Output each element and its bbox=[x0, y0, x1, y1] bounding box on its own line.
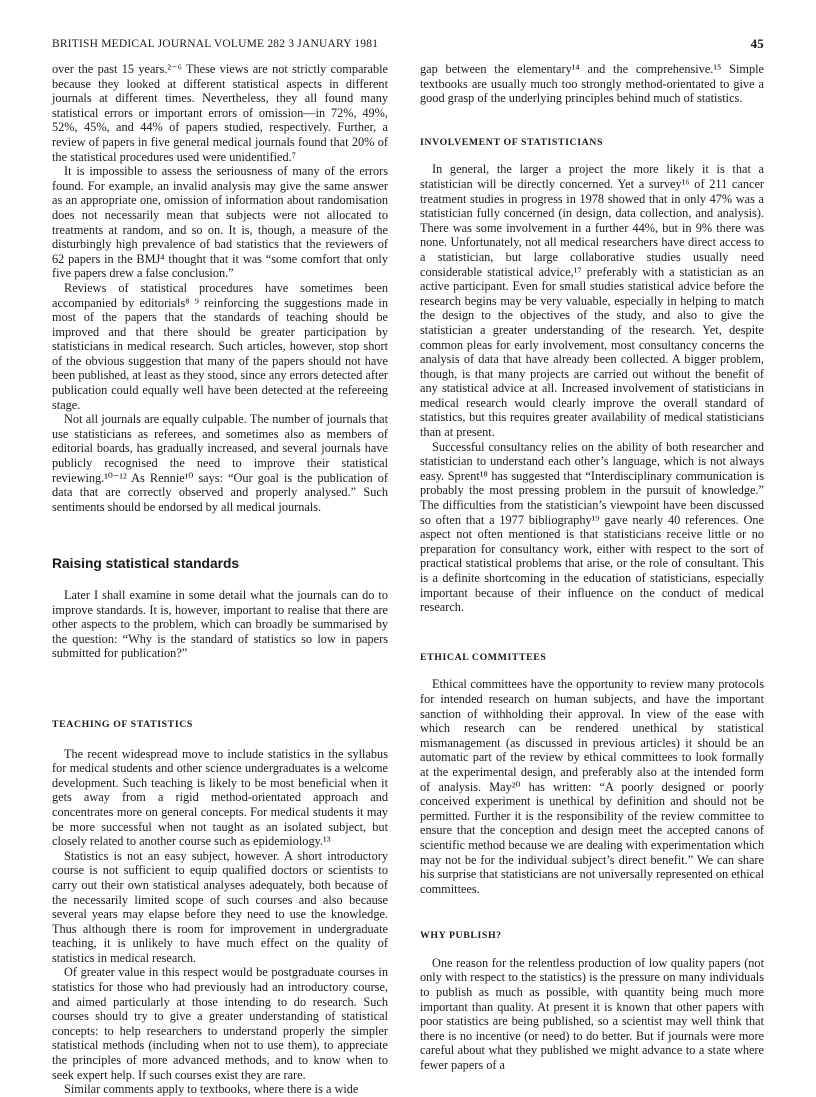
left-column bbox=[52, 62, 388, 1097]
paragraph: Later I shall examine in some detail what the journals can do to improve standards. It is, however, important to realise that there are other aspects to the problem, which can broadly be summarised by the question: “Why is the standard of statistics so low in papers submitted for publication?” bbox=[52, 588, 388, 661]
paragraph: The recent widespread move to include statistics in the syllabus for medical students and other science undergraduates is a welcome development. Such teaching is likely to be most beneficial when it gets away from a rigid method-orientated approach and concentrates more on general concepts. For medical students it may be more successful when not taught as an isolated subject, but closely related to another course such as epidemiology.¹³ bbox=[52, 746, 388, 849]
paragraph: Successful consultancy relies on the ability of both researcher and statistician to understand each other’s language, which is not always easy. Sprent¹⁸ has suggested that “Interdisciplinary communication is probably the most pressing problem in the pursuit of knowledge.” The difficulties from the statistician’s viewpoint have been discussed so often that a 1977 bibliography¹⁹ gave nearly 40 references. One aspect not often mentioned is that statisticians receive little or no preparation for consultancy work, either with respect to the sort of practical statistical problems that arise, or the role of consultant. This is a definite shortcoming in the education of statisticians, especially important because of their influence on the conduct of medical research. bbox=[420, 439, 764, 615]
subheading-ethical: ETHICAL COMMITTEES bbox=[420, 651, 547, 663]
subheading-why-publish: WHY PUBLISH? bbox=[420, 930, 502, 942]
paragraph: It is impossible to assess the seriousness of many of the errors found. For example, an invalid analysis may give the same answer as an appropriate one, omission of information about randomisation does not necessarily mean that subjects were not allocated to treatments at random, and so on. It is, though, a measure of the disturbingly high prevalence of bad statistics that the reviewers of 62 papers in the BMJ⁴ thought that it was “some comfort that only five papers drew a false conclusion.” bbox=[52, 164, 388, 281]
right-column bbox=[420, 62, 764, 1073]
paragraph: In general, the larger a project the more likely it is that a statistician will be directly concerned. Yet a survey¹⁶ of 211 cancer treatment studies in progress in 1978 showed that in only 47% was a statistician fully concerned (in design, data collection, and analysis). There was some involvement in a further 44%, but in 9% there was none. Unfortunately, not all medical researchers have direct access to a statistician, but large collaborative studies usually need considerable statistical advice,¹⁷ preferably with a statistician as an active participant. Even for small studies statistical advice before the research begins may be very valuable, especially in helping to match the design to the objectives of the study, and also to give the statistician a greater understanding of the research. Yet, despite common pleas for early involvement, most consultancy concerns the analysis of data that have already been collected. A bigger problem, though, is that many projects are carried out without the benefit of any statistical advice at all. Increased involvement of statisticians in medical research would clearly improve the overall standard of statistics, but this requires greater availability of medical statisticians than at present. bbox=[420, 162, 764, 440]
journal-title: BRITISH MEDICAL JOURNAL VOLUME 282 3 JANUARY 1981 bbox=[52, 38, 379, 50]
running-header bbox=[52, 36, 764, 56]
paragraph: over the past 15 years.²⁻⁶ These views are not strictly comparable because they looked at different statistical aspects in different journals at different times. Nevertheless, they all found many statistical errors or important errors of omission—in 72%, 49%, 52%, 45%, and 44% of papers studied, respectively. Further, a review of papers in five general medical journals found that 20% of the statistical procedures used were unidentified.⁷ bbox=[52, 62, 388, 164]
page-number: 45 bbox=[750, 36, 764, 51]
section-heading-raising-standards: Raising statistical standards bbox=[52, 556, 240, 572]
paragraph: Ethical committees have the opportunity to review many protocols for intended research on human subjects, and have the important sanction of withholding their approval. In view of the ease with which research can be rendered unethical by statistical mismanagement (as discussed in previous articles) it should be an automatic part of the review by ethical committees to look formally at the experimental design, and preferably also at the intended form of analysis. May²⁰ has written: “A poorly designed or poorly conceived experiment is unethical by definition and should not be permitted. Further it is the responsibility of the review committee to ensure that the conception and design meet the accepted canons of scientific method because we are dealing with experimentation which may not be for the individual subject’s direct benefit.” We can share his surprise that statisticians are not universally represented on ethical committees. bbox=[420, 677, 764, 896]
subheading-involvement: INVOLVEMENT OF STATISTICIANS bbox=[420, 136, 604, 148]
paragraph: Statistics is not an easy subject, however. A short introductory course is not sufficient to equip qualified doctors or scientists to carry out their own statistical analyses adequately, both because of the necessarily limited scope of such courses and also because several years may elapse before they need to use the knowledge. Thus although there is room for improvement in undergraduate teaching, it is unlikely to have much effect on the quality of statistics in medical research. bbox=[52, 848, 388, 965]
subheading-teaching: TEACHING OF STATISTICS bbox=[52, 718, 193, 730]
paragraph: Reviews of statistical procedures have sometimes been accompanied by editorials⁸ ⁹ reinforcing the suggestions made in most of the papers that the standards of teaching should be improved and that there should be greater participation by statisticians in medical research. Such articles, however, stop short of the obvious suggestion that many of the papers should not have been published, at least as they stood, since any errors detected after publication could equally well have been detected at the refereeing stage. bbox=[52, 280, 388, 412]
paragraph: Similar comments apply to textbooks, where there is a wide bbox=[64, 1082, 359, 1097]
paragraph: gap between the elementary¹⁴ and the comprehensive.¹⁵ Simple textbooks are usually much too strongly method-orientated to give a good grasp of the underlying principles behind much of statistics. bbox=[420, 62, 764, 106]
paragraph: Of greater value in this respect would be postgraduate courses in statistics for those who had previously had an introductory course, and aimed particularly at those intending to do research. Such courses should try to give a greater understanding of statistical concepts: to help researchers to understand properly the simpler statistical methods (including when not to use them), to appreciate the principles of more advanced methods, and to know when to seek expert help. If such courses exist they are rare. bbox=[52, 965, 388, 1082]
paragraph: Not all journals are equally culpable. The number of journals that use statisticians as referees, and sometimes also as members of editorial boards, has gradually increased, and several journals have publicly recognised the need to improve their statistical reviewing.¹⁰⁻¹² As Rennie¹⁰ says: “Our goal is the publication of data that are correctly observed and properly analysed.” Such sentiments should be endorsed by all medical journals. bbox=[52, 412, 388, 514]
paragraph: One reason for the relentless production of low quality papers (not only with respect to the statistics) is the pressure on many individuals to publish as much as possible, with quantity being much more important than quality. At present it is known that other papers with poor statistics are being published, so a scientist may well think that there is no incentive (or need) to do better. But if journals were more careful about what they published we might advance to a state where fewer papers of a bbox=[420, 955, 764, 1073]
